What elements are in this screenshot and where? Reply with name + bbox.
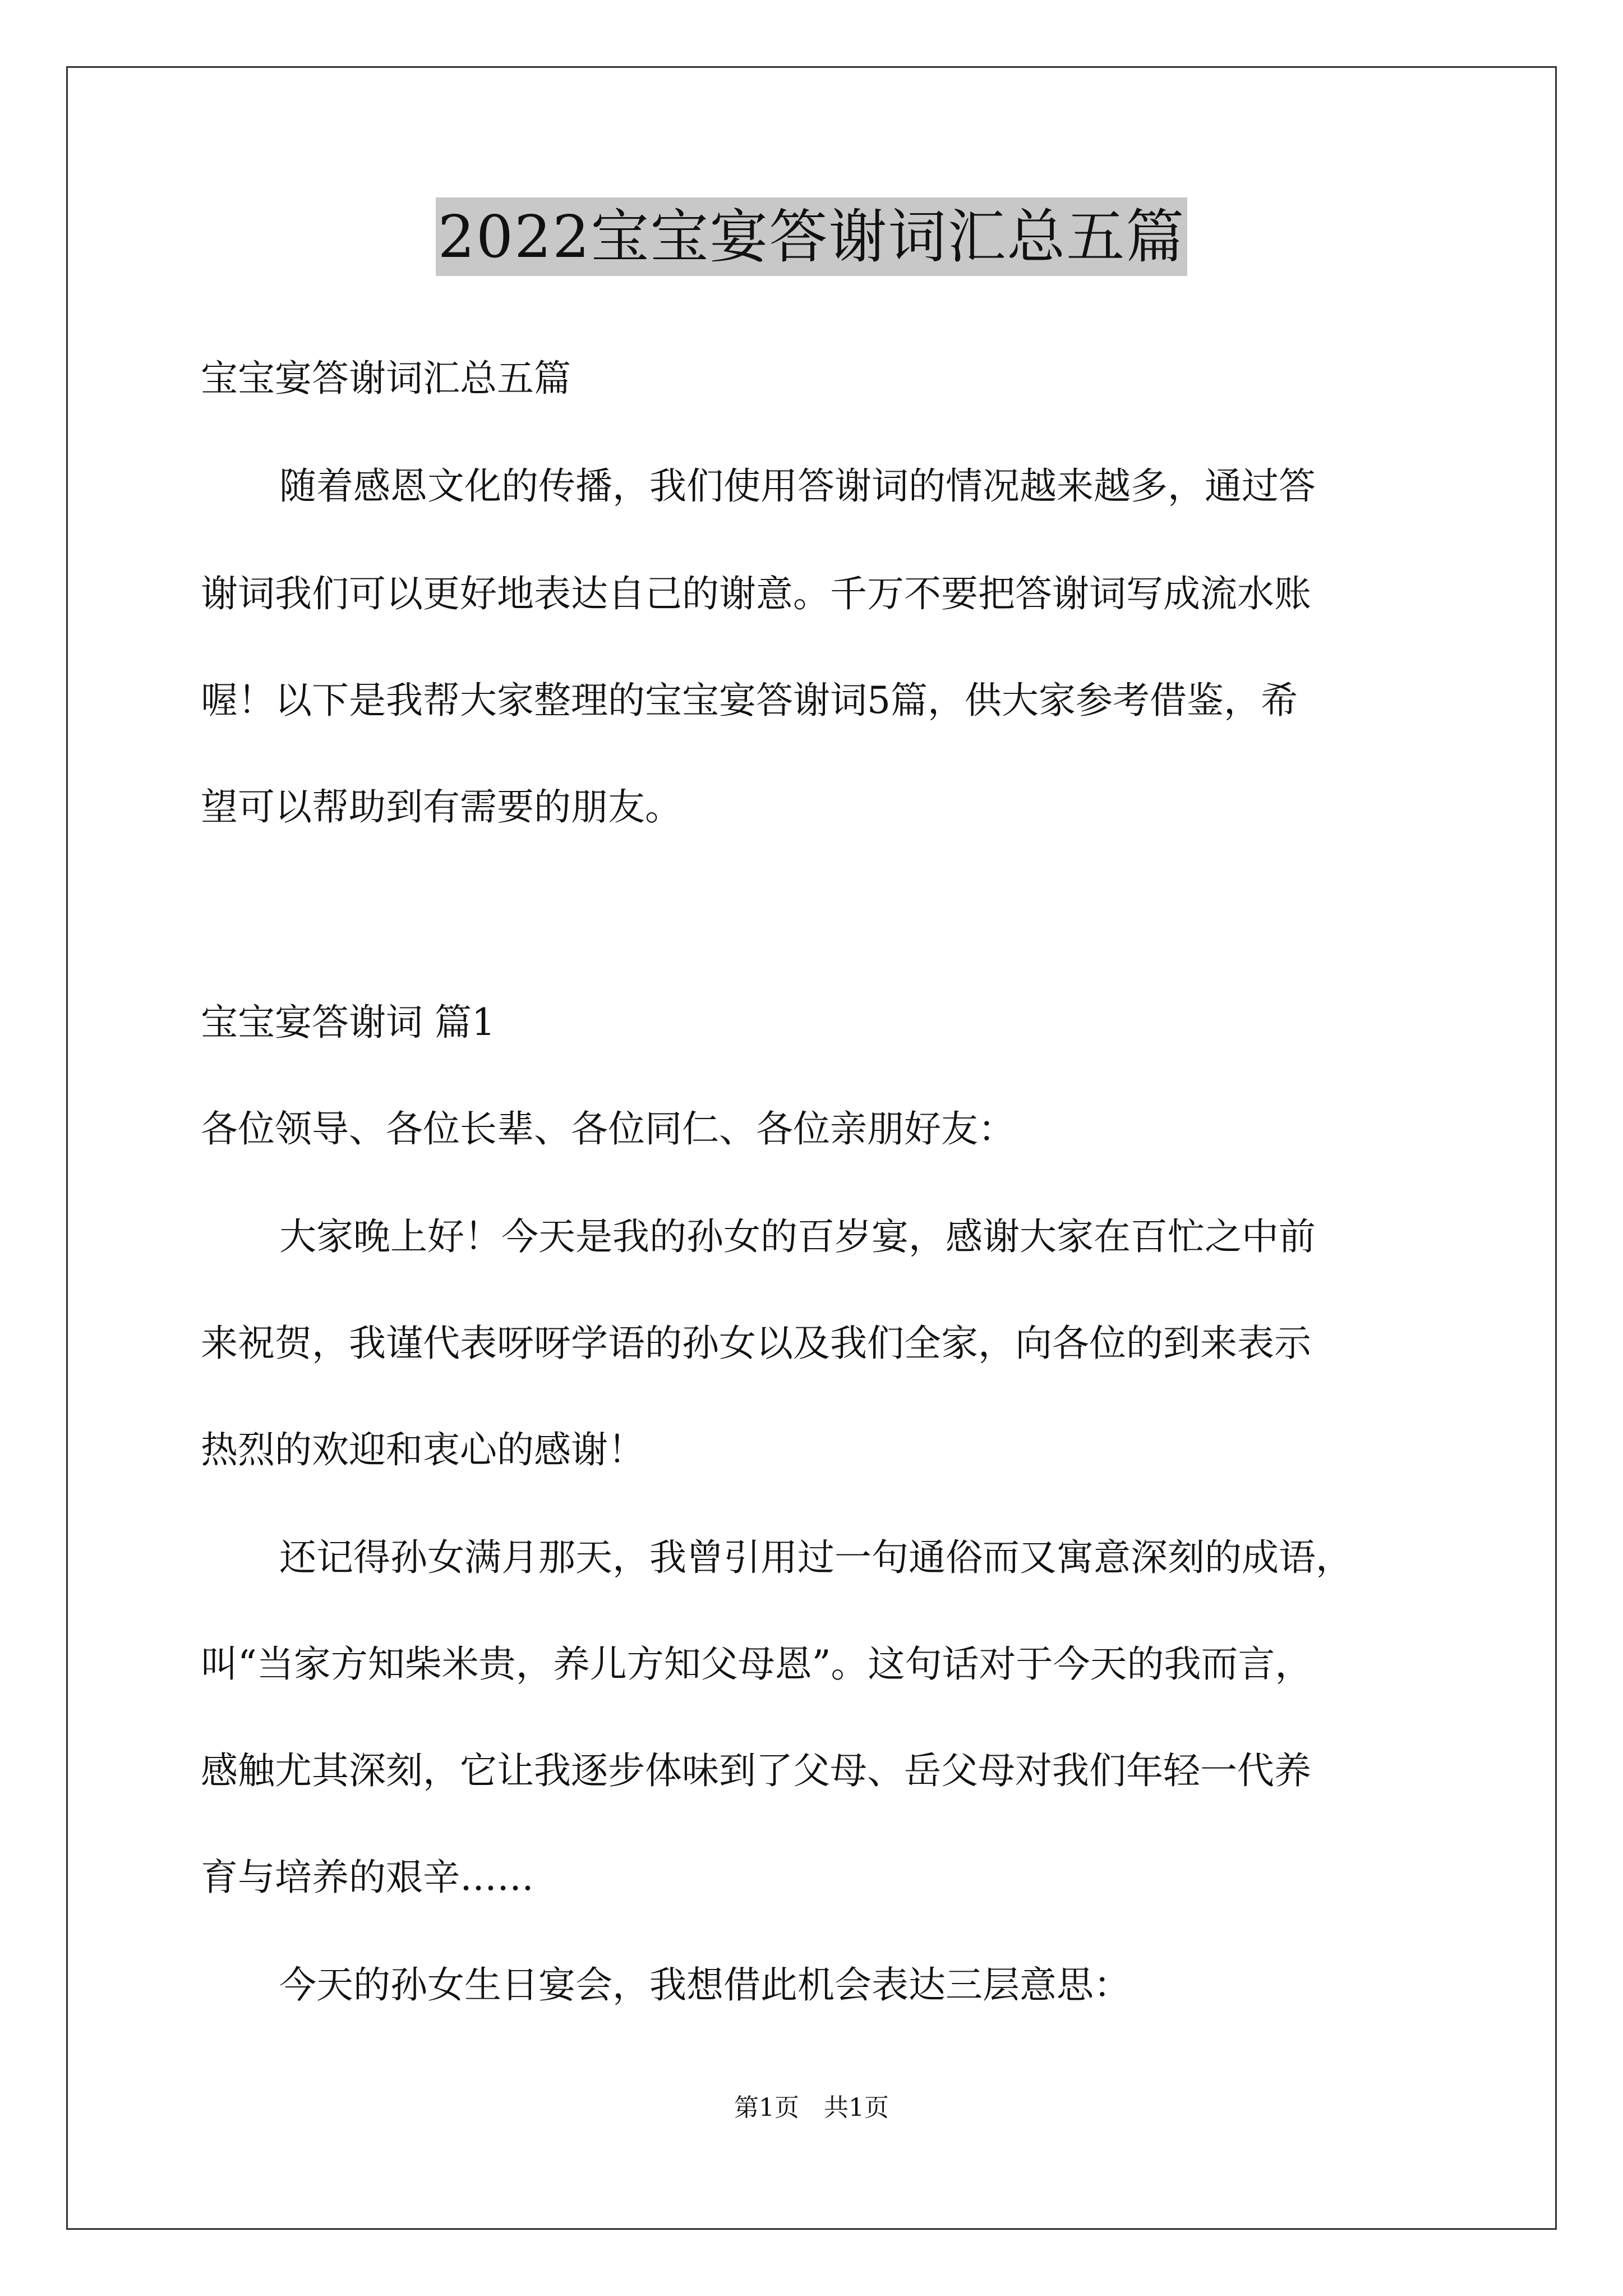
subtitle-line: 宝宝宴答谢词汇总五篇 [201, 357, 571, 400]
paragraph-line: 今天的孙女生日宴会，我想借此机会表达三层意思： [279, 1963, 1131, 2007]
title-container [0, 197, 1623, 276]
paragraph-line: 叫“当家方知柴米贵，养儿方知父母恩”。这句话对于今天的我而言， [201, 1642, 1312, 1686]
intro-paragraph-line: 喔！以下是我帮大家整理的宝宝宴答谢词5篇，供大家参考借鉴，希 [201, 679, 1298, 722]
paragraph-line: 热烈的欢迎和衷心的感谢！ [201, 1428, 645, 1471]
paragraph-line: 来祝贺，我谨代表呀呀学语的孙女以及我们全家，向各位的到来表示 [201, 1322, 1311, 1365]
salutation-line: 各位领导、各位长辈、各位同仁、各位亲朋好友： [201, 1107, 1015, 1151]
paragraph-line: 还记得孙女满月那天，我曾引用过一句通俗而又寓意深刻的成语， [279, 1536, 1353, 1579]
intro-paragraph-line: 望可以帮助到有需要的朋友。 [201, 785, 682, 829]
page-footer: 第1页 共1页 [734, 2093, 889, 2122]
document-title: 2022宝宝宴答谢词汇总五篇 [436, 197, 1188, 276]
paragraph-line: 感触尤其深刻，它让我逐步体味到了父母、岳父母对我们年轻一代养 [201, 1749, 1311, 1792]
section-heading: 宝宝宴答谢词 篇1 [201, 1001, 495, 1044]
intro-paragraph-line: 谢词我们可以更好地表达自己的谢意。千万不要把答谢词写成流水账 [201, 572, 1311, 615]
paragraph-line: 大家晚上好！今天是我的孙女的百岁宴，感谢大家在百忙之中前 [279, 1215, 1316, 1258]
intro-paragraph-line: 随着感恩文化的传播，我们使用答谢词的情况越来越多，通过答 [279, 464, 1316, 508]
paragraph-line: 育与培养的艰辛…… [201, 1856, 534, 1899]
